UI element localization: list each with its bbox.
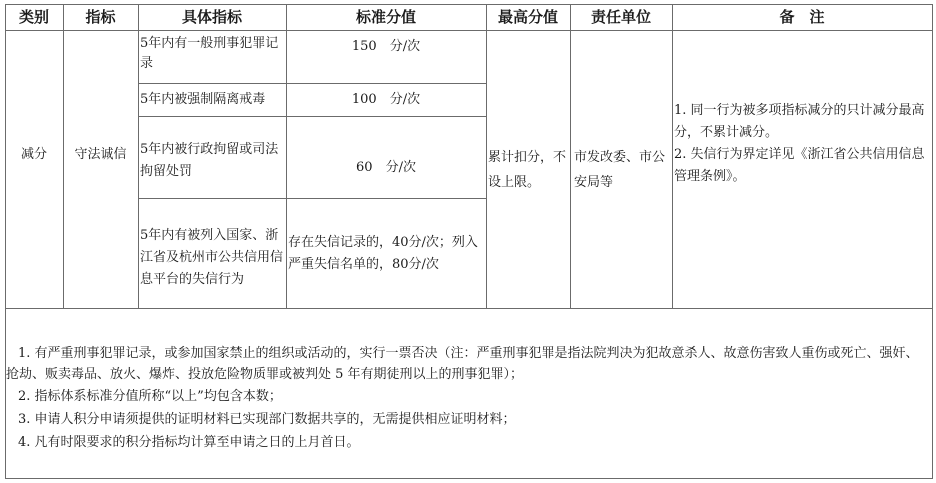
col-divider (570, 4, 571, 309)
standard-score-cell: 100 分/次 (351, 92, 421, 107)
row-divider (138, 116, 486, 117)
note-item: 3. 申请人积分申请须提供的证明材料已实现部门数据共享的，无需提供相应证明材料； (18, 412, 516, 427)
note-item: 1. 有严重刑事犯罪记录，或参加国家禁止的组织或活动的，实行一票否决（注：严重刑事犯罪是指法院判决为犯故意杀人、故意伤害致人重伤或死亡、强奸、抢劫、贩卖毒品、放火、爆炸、投放危险物质罪或被判处 5 年有期徒刑以上的刑事犯罪）； (6, 346, 919, 382)
header-responsible-unit: 责任单位 (590, 8, 651, 26)
specific-indicator-cell: 5年内被强制隔离戒毒 (140, 92, 266, 107)
table-border-right (932, 4, 933, 479)
remarks-cell (674, 100, 930, 188)
note-item: 2. 指标体系标准分值所称“以上”均包含本数； (18, 389, 282, 404)
row-divider (138, 198, 486, 199)
indicator-cell: 守法诚信 (74, 147, 127, 162)
specific-indicator-cell: 5年内有一般刑事犯罪记录 (140, 36, 279, 71)
category-cell: 减分 (20, 147, 47, 162)
col-divider (138, 4, 139, 309)
header-specific-indicator: 具体指标 (181, 8, 242, 26)
note-item: 4. 凡有时限要求的积分指标均计算至申请之日的上月首日。 (18, 435, 360, 450)
table-border-left (5, 4, 6, 479)
col-divider (486, 4, 487, 309)
remark-item: 2. 失信行为界定详见《浙江省公共信用信息管理条例》。 (674, 147, 925, 184)
standard-score-cell: 60 分/次 (356, 160, 416, 175)
section-divider (5, 308, 933, 309)
header-max-score: 最高分值 (497, 8, 558, 26)
header-indicator: 指标 (85, 8, 116, 26)
specific-indicator-cell: 5年内有被列入国家、浙江省及杭州市公共信用信息平台的失信行为 (140, 228, 284, 287)
table-border-top (5, 4, 933, 5)
specific-indicator-cell: 5年内被行政拘留或司法拘留处罚 (140, 142, 279, 179)
header-divider (5, 30, 933, 31)
remark-item: 1. 同一行为被多项指标减分的只计减分最高分，不累计减分。 (674, 103, 925, 140)
row-divider (138, 83, 486, 84)
standard-score-cell: 存在失信记录的，40分/次；列入严重失信名单的，80分/次 (288, 235, 478, 272)
table-border-bottom (5, 478, 933, 479)
responsible-unit-cell: 市发改委、市公安局等 (574, 150, 666, 190)
header-remarks: 备 注 (779, 8, 825, 26)
standard-score-cell: 150 分/次 (351, 39, 421, 54)
max-score-cell: 累计扣分，不设上限。 (488, 150, 567, 190)
col-divider (672, 4, 673, 309)
header-category: 类别 (18, 8, 49, 26)
header-standard-score: 标准分值 (355, 8, 416, 26)
